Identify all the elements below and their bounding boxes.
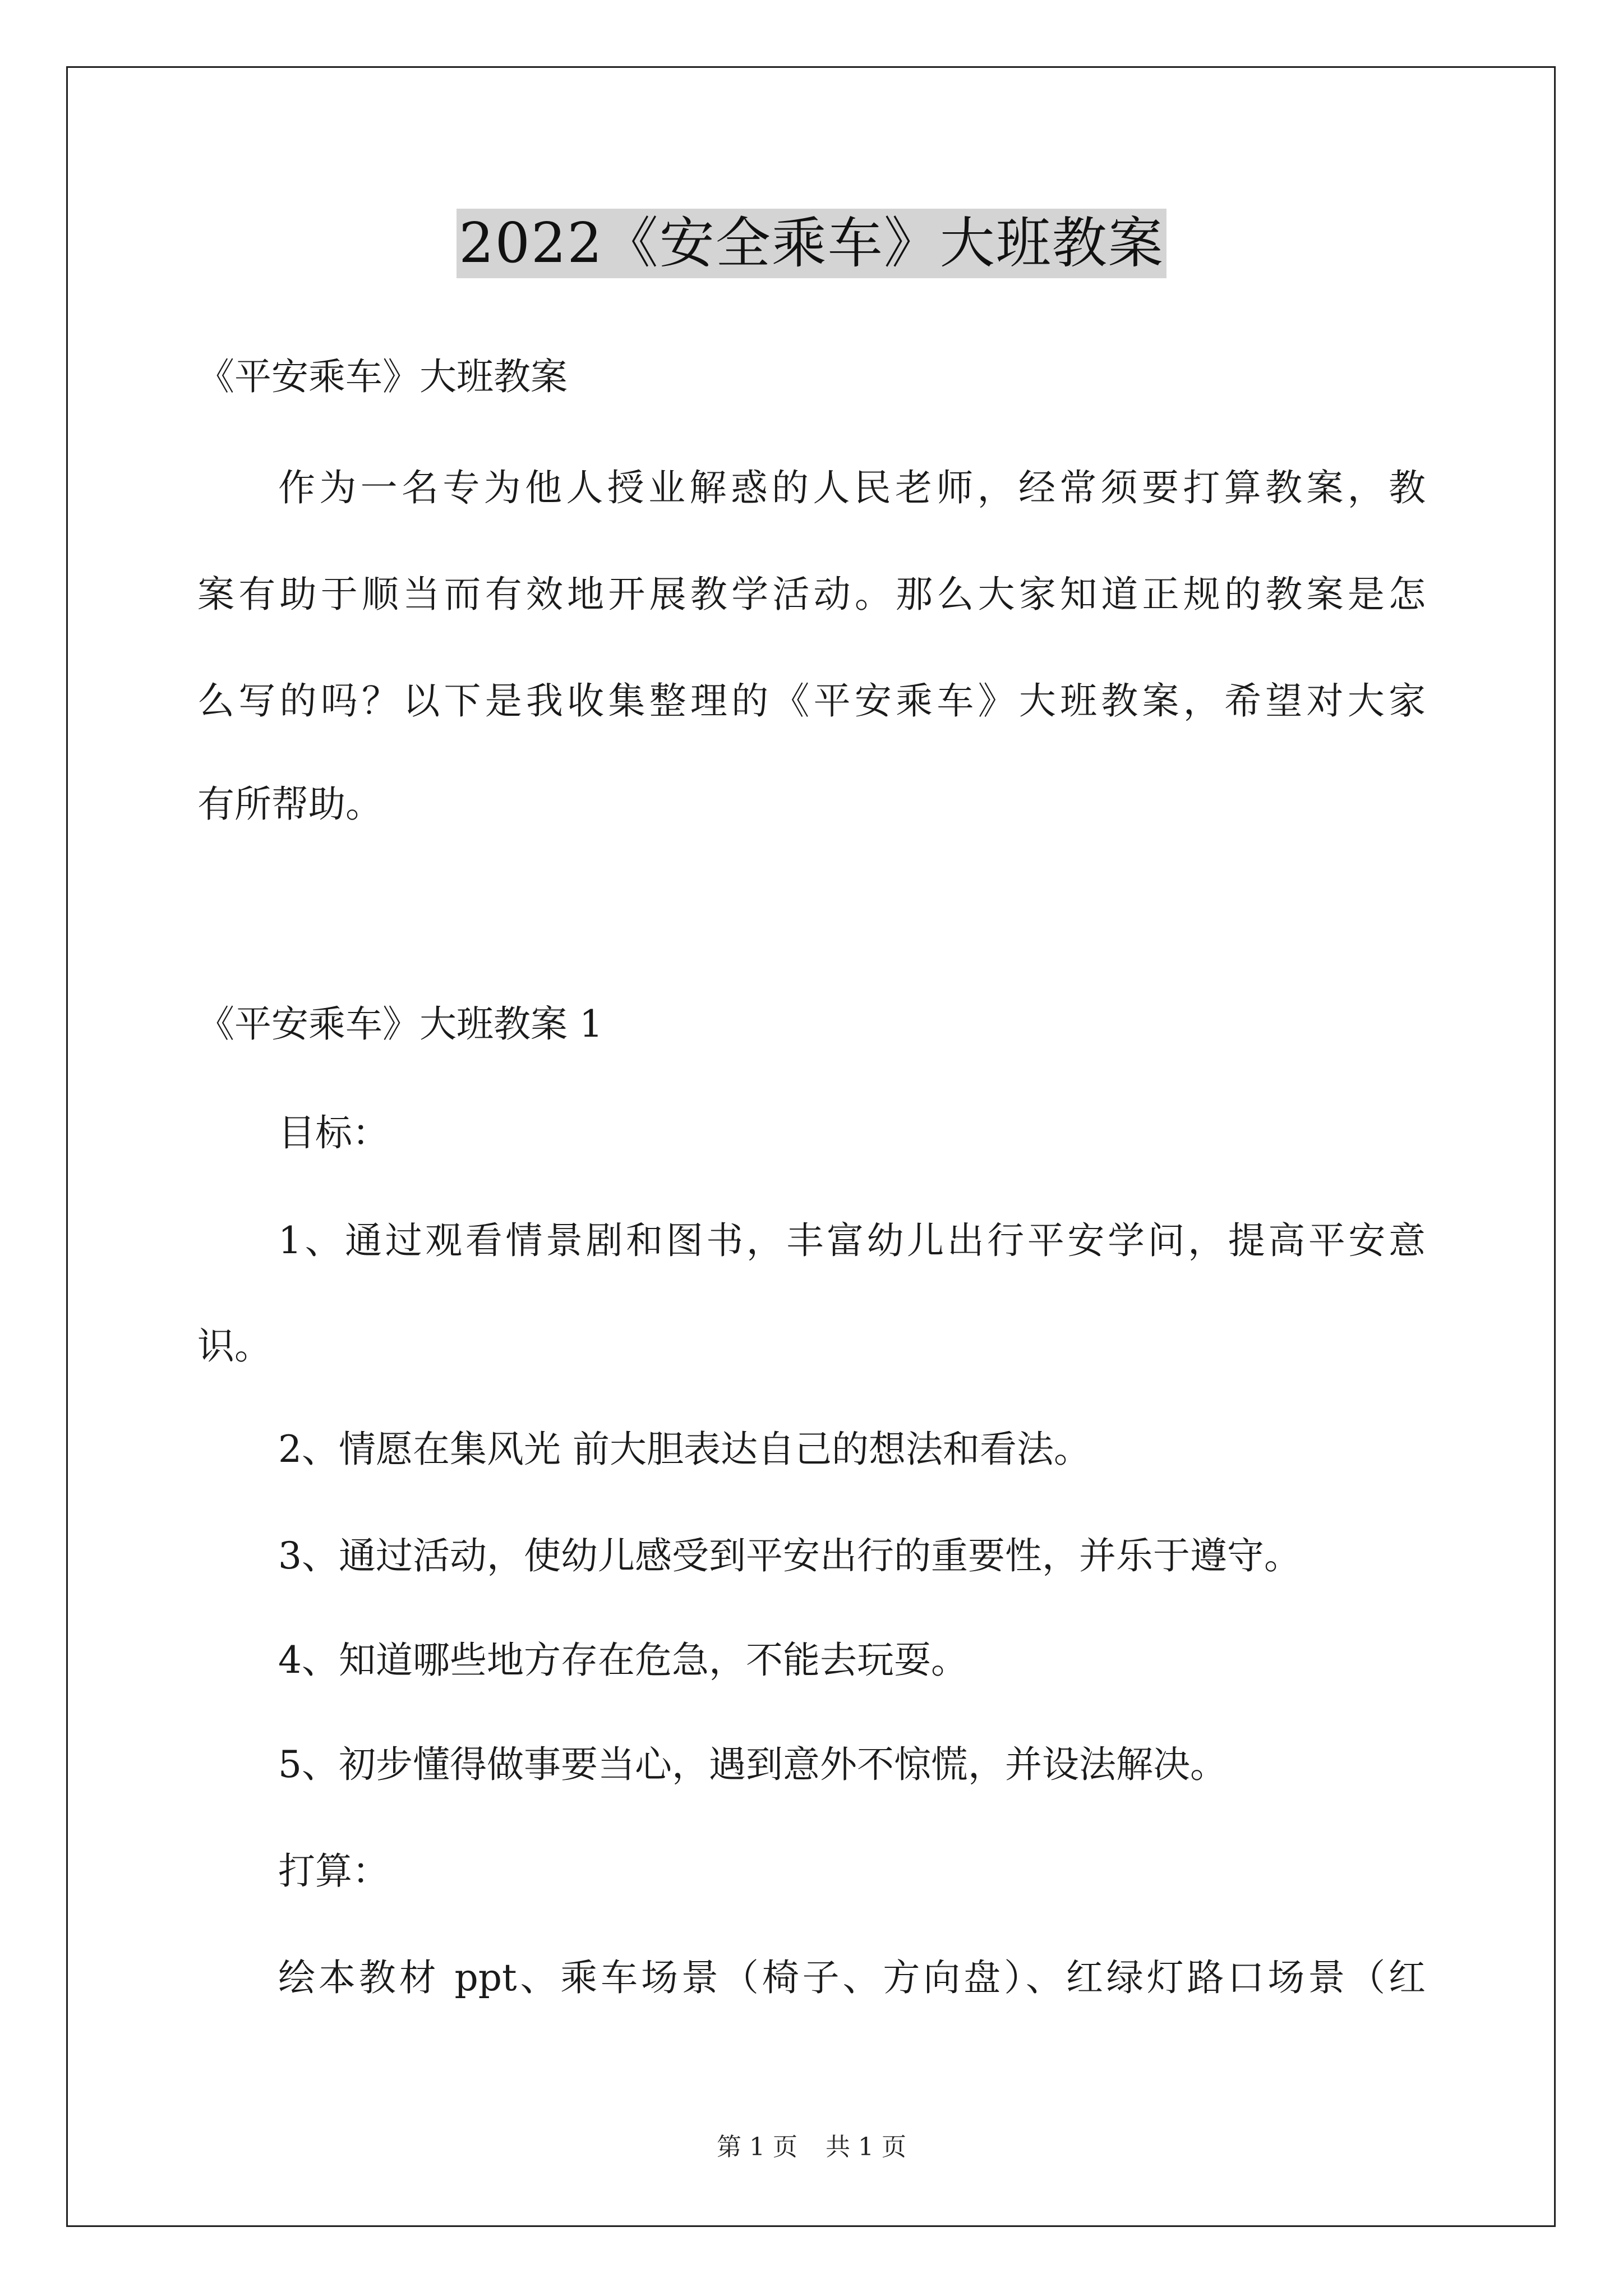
intro-line: 作为一名专为他人授业解惑的人民老师，经常须要打算教案，教	[278, 466, 1426, 509]
document-title: 2022《安全乘车》大班教案	[457, 209, 1166, 278]
page-footer	[0, 2132, 1623, 2163]
title-container	[0, 209, 1623, 278]
page-total: 共 1 页	[826, 2133, 906, 2161]
prep-label: 打算：	[278, 1849, 389, 1893]
goal-item: 4、知道哪些地方存在危急，不能去玩耍。	[278, 1639, 968, 1682]
prep-line: 绘本教材 ppt、乘车场景（椅子、方向盘）、红绿灯路口场景（红	[278, 1956, 1426, 1999]
goal-item-continuation: 识。	[197, 1324, 271, 1368]
section-heading: 《平安乘车》大班教案 1	[197, 1002, 603, 1046]
goal-item: 5、初步懂得做事要当心，遇到意外不惊慌，并设法解决。	[278, 1743, 1227, 1786]
goal-item: 3、通过活动，使幼儿感受到平安出行的重要性，并乐于遵守。	[278, 1534, 1301, 1577]
goal-item: 2、情愿在集风光 前大胆表达自己的想法和看法。	[278, 1428, 1091, 1471]
intro-line: 么写的吗？以下是我收集整理的《平安乘车》大班教案，希望对大家	[197, 679, 1426, 723]
goal-item: 1、通过观看情景剧和图书，丰富幼儿出行平安学问，提高平安意	[278, 1219, 1426, 1262]
page-number: 第 1 页	[717, 2133, 797, 2161]
intro-line: 案有助于顺当而有效地开展教学活动。那么大家知道正规的教案是怎	[197, 573, 1426, 616]
subtitle: 《平安乘车》大班教案	[197, 355, 568, 398]
intro-line: 有所帮助。	[197, 783, 382, 826]
goals-label: 目标：	[278, 1111, 389, 1154]
